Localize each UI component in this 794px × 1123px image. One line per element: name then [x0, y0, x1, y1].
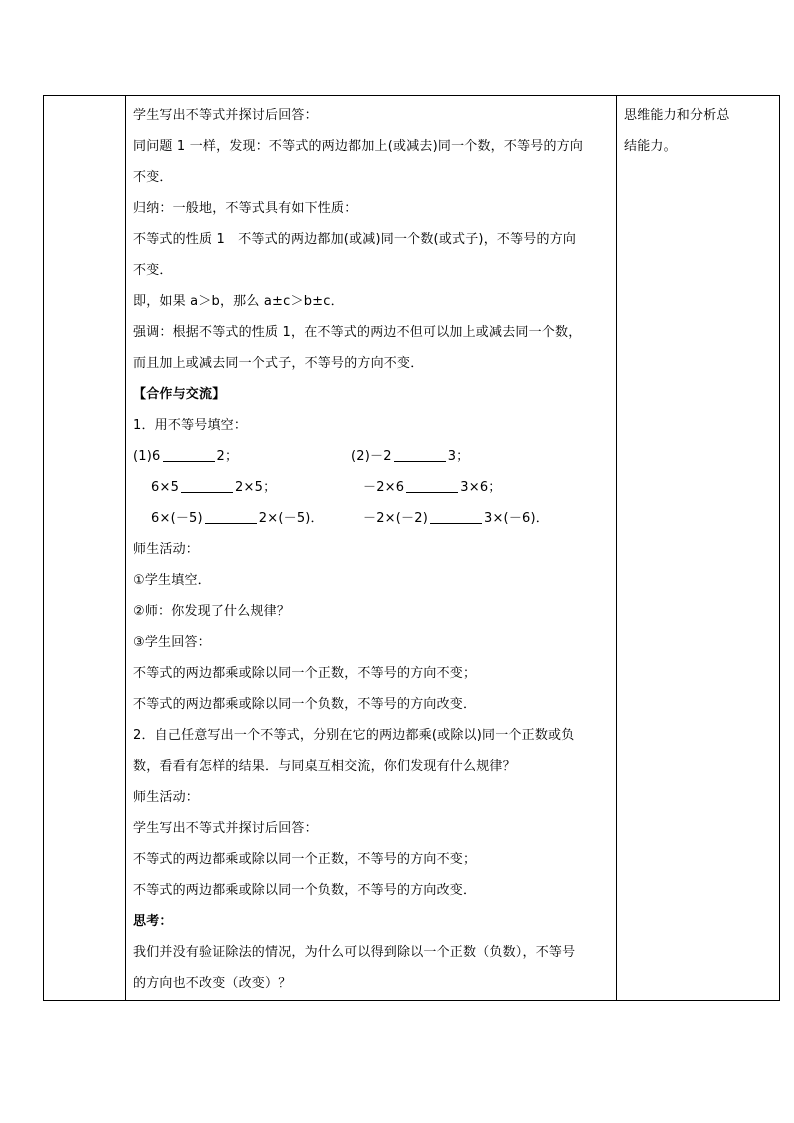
column-divider-left — [125, 96, 126, 1000]
text-line: 不等式的两边都乘或除以同一个负数，不等号的方向改变． — [133, 697, 477, 712]
column-divider-right — [616, 96, 617, 1000]
section-heading: 【合作与交流】 — [133, 387, 226, 402]
text-line: 不等式的两边都乘或除以同一个负数，不等号的方向改变． — [133, 883, 477, 898]
text-line: 学生写出不等式并探讨后回答： — [133, 108, 318, 123]
text-line: 学生写出不等式并探讨后回答： — [133, 821, 318, 836]
text-line: 不等式的两边都乘或除以同一个正数，不等号的方向不变； — [133, 852, 477, 867]
fill-item: －2×(－2) 3×(－6)． — [363, 511, 549, 526]
fill-item: (2)－2 3； — [351, 449, 470, 464]
side-note-line: 思维能力和分析总 — [624, 108, 730, 123]
text-line: 强调：根据不等式的性质 1，在不等式的两边不但可以加上或减去同一个数， — [133, 325, 582, 340]
text-line: ①学生填空． — [133, 573, 211, 588]
text-line: 即，如果 a＞b，那么 a±c＞b±c． — [133, 294, 344, 309]
side-notes-cell — [624, 100, 774, 162]
main-content-cell — [133, 100, 613, 999]
side-note-line: 结能力。 — [624, 139, 677, 154]
text-line: 师生活动： — [133, 790, 200, 805]
answer-blank — [205, 510, 257, 524]
text-line: 同问题 1 一样，发现：不等式的两边都加上(或减去)同一个数，不等号的方向 — [133, 139, 584, 154]
text-line: 师生活动： — [133, 542, 200, 557]
fill-item: 6×(－5) 2×(－5)． — [151, 511, 324, 526]
answer-blank — [406, 479, 458, 493]
answer-blank — [163, 448, 215, 462]
text-line: 不变． — [133, 170, 173, 185]
text-line: ③学生回答： — [133, 635, 211, 650]
fill-item: －2×6 3×6； — [363, 480, 502, 495]
answer-blank — [430, 510, 482, 524]
exercise-title: 1．用不等号填空： — [133, 418, 248, 433]
answer-blank — [394, 448, 446, 462]
fill-row-3 — [133, 503, 613, 534]
fill-item: 6×5 2×5； — [151, 480, 277, 495]
text-line: 我们并没有验证除法的情况，为什么可以得到除以一个正数（负数），不等号 — [133, 945, 576, 960]
text-line: ②师：你发现了什么规律？ — [133, 604, 291, 619]
text-line: 而且加上或减去同一个式子，不等号的方向不变． — [133, 356, 424, 371]
fill-item: (1)6 2； — [133, 449, 239, 464]
text-line: 不等式的性质 1 不等式的两边都加(或减)同一个数(或式子)，不等号的方向 — [133, 232, 577, 247]
text-line: 数，看看有怎样的结果．与同桌互相交流，你们发现有什么规律？ — [133, 759, 516, 774]
fill-row-2 — [133, 472, 613, 503]
text-line: 的方向也不改变（改变）？ — [133, 976, 292, 991]
text-line: 不等式的两边都乘或除以同一个正数，不等号的方向不变； — [133, 666, 477, 681]
think-heading: 思考： — [133, 914, 173, 929]
text-line: 归纳：一般地，不等式具有如下性质： — [133, 201, 358, 216]
text-line: 不变． — [133, 263, 173, 278]
lesson-table — [43, 95, 780, 1001]
answer-blank — [181, 479, 233, 493]
fill-row-1 — [133, 441, 613, 472]
exercise-title: 2．自己任意写出一个不等式，分别在它的两边都乘(或除以)同一个正数或负 — [133, 728, 575, 743]
